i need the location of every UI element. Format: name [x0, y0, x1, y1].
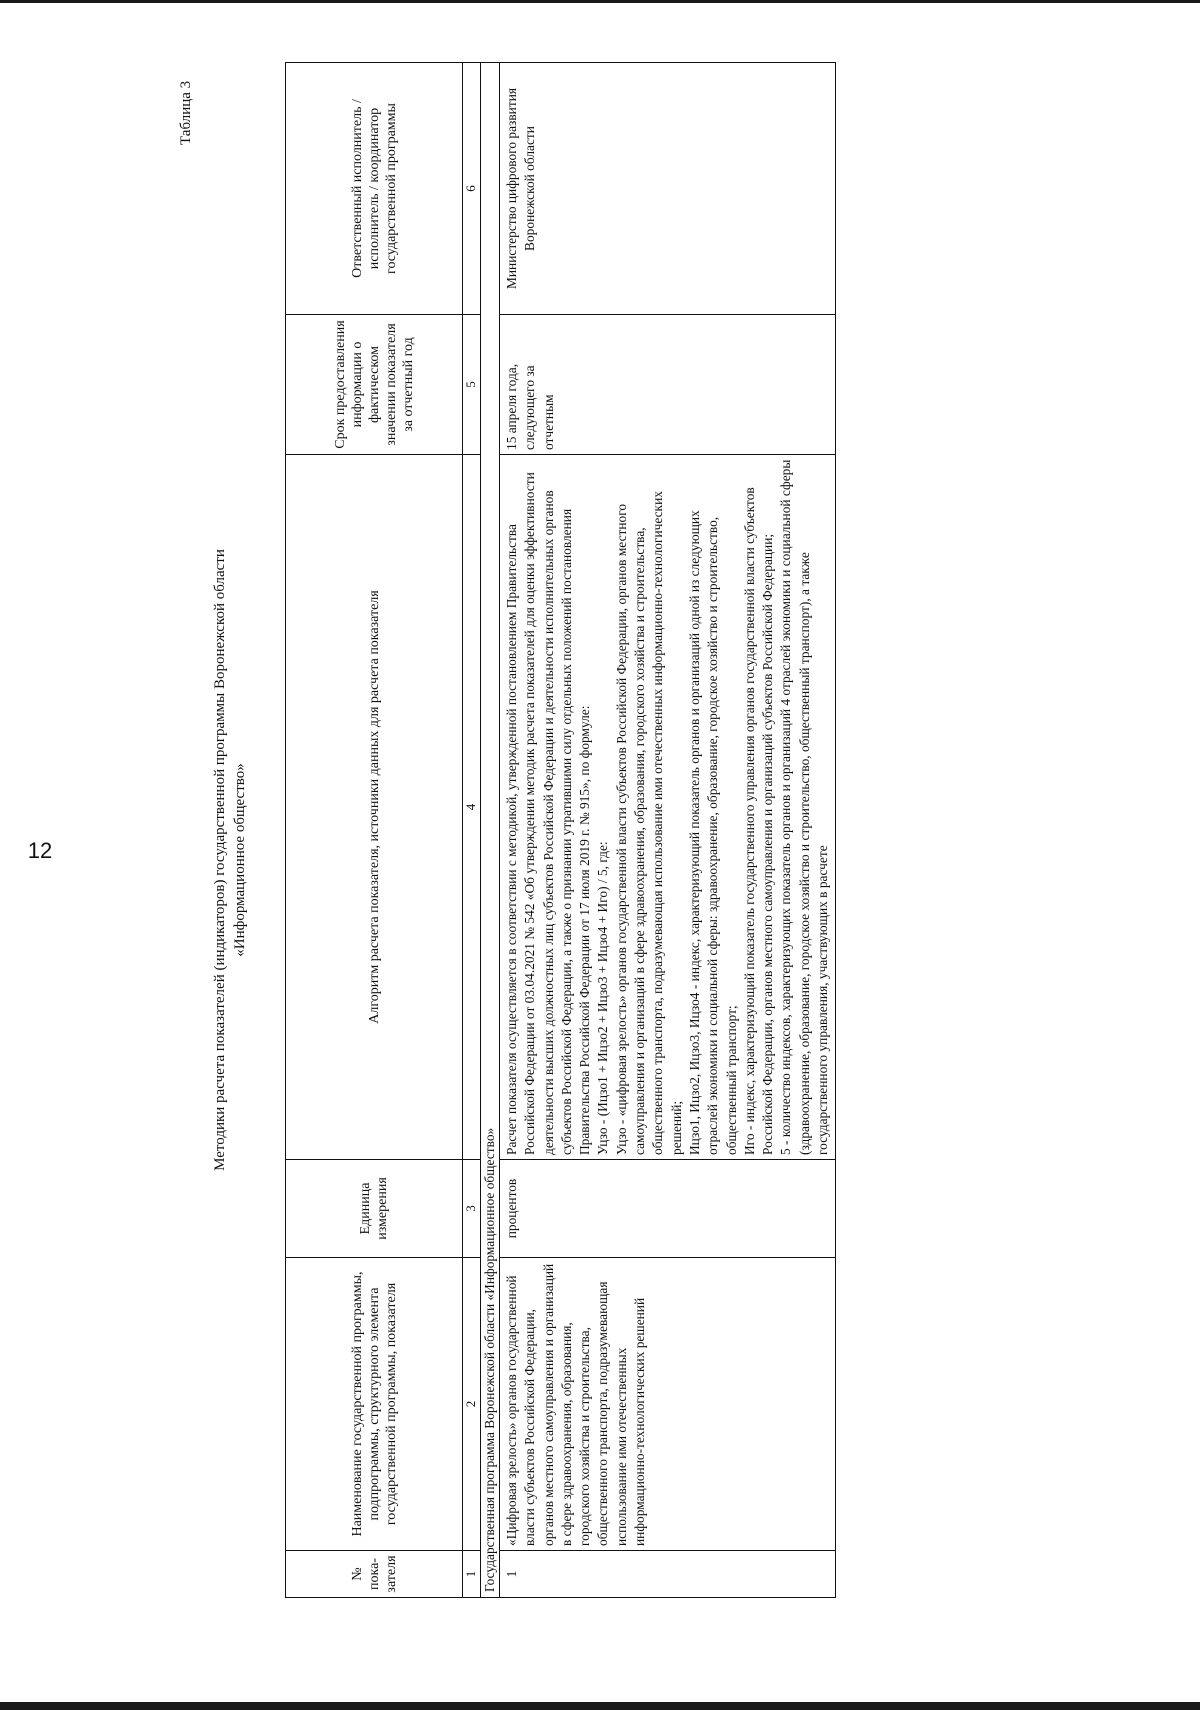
indicator-deadline: 15 апреля года, следующего за отчетным — [500, 315, 836, 455]
column-number-row — [463, 63, 481, 1598]
algorithm-formula: Уцзо - (Ицзо1 + Ицзо2 + Ицзо3 + Ицзо4 + Иго) / 5, где: — [595, 841, 611, 1155]
table-row — [500, 63, 836, 1598]
document-title: Методики расчета показателей (индикаторов) государственной программы Воронежской области — [212, 549, 228, 1171]
indicator-responsible: Министерство цифрового развития Воронежской области — [500, 63, 836, 315]
indicator-name: «Цифровая зрелость» органов государственной власти субъектов Российской Федерации, органов местного самоуправления и организаций в сфере здравоохранения, образования, городского хозяйства и строительства, общественного транспорта, подразумевающая использование ими отечественных информационно-технологических решений — [500, 1258, 836, 1551]
algorithm-paragraph: Ицзо1, Ицзо2, Ицзо3, Ицзо4 - индекс, характеризующий показатель органов и организаций одной из следующих отраслей экономики и социальной сферы: здравоохранение, образование, городское хозяйство и строительство, общественный транспорт; — [686, 510, 739, 1155]
methodology-table — [285, 62, 836, 1598]
algorithm-paragraph: 5 - количество индексов, характеризующих показатель органов и организаций 4 отраслей экономики и социальной сферы (здравоохранение, образование, городское хозяйство и строительство, общественный транспорт), а также государственного управления, участвующих в расчете — [778, 459, 831, 1155]
column-number: 5 — [463, 315, 481, 455]
page-number: 12 — [27, 838, 53, 863]
header-row — [286, 63, 463, 1598]
header-responsible: Ответственный исполнитель / исполнитель / координатор государственной программы — [286, 63, 463, 315]
column-number: 2 — [463, 1258, 481, 1551]
indicator-algorithm — [500, 455, 836, 1160]
algorithm-paragraph: Расчет показателя осуществляется в соответствии с методикой, утвержденной постановлением Правительства Российской Федерации от 03.04.2021 № 542 «Об утверждении методик расчета показателей для оценки эффективности деятельности высших должностных лиц субъектов Российской Федерации и деятельности исполнительных органов субъектов Российской Федерации, а также о признании утратившими силу отдельных положений постановления Правительства Российской Федерации от 17 июля 2019 г. № 915», по формуле: — [504, 472, 593, 1155]
document-subtitle: «Информационное общество» — [232, 763, 248, 957]
column-number: 4 — [463, 455, 481, 1160]
section-title: Государственная программа Воронежской области «Информационное общество» — [481, 63, 500, 1598]
algorithm-paragraph: Уцзо - «цифровая зрелость» органов государственной власти субъектов Российской Федерации, органов местного самоуправления и организаций в сфере здравоохранения, образования, городского хозяйства и строительства, общественного транспорта, подразумевающая использование ими отечественных информационно-технологических решений; — [613, 491, 684, 1155]
column-number: 6 — [463, 63, 481, 315]
section-row — [481, 63, 500, 1598]
indicator-unit: процентов — [500, 1160, 836, 1258]
column-number: 1 — [463, 1551, 481, 1598]
indicator-number: 1 — [500, 1551, 836, 1598]
table-label: Таблица 3 — [178, 80, 194, 145]
column-number: 3 — [463, 1160, 481, 1258]
header-deadline: Срок предоставления информации о фактическом значении показателя за отчетный год — [286, 315, 463, 455]
header-unit: Единица измерения — [286, 1160, 463, 1258]
header-algorithm: Алгоритм расчета показателя, источники данных для расчета показателя — [286, 455, 463, 1160]
header-name: Наименование государственной программы, подпрограммы, структурного элемента государственной программы, показателя — [286, 1258, 463, 1551]
header-indicator-number: № пока-зателя — [286, 1551, 463, 1598]
algorithm-paragraph: Иго - индекс, характеризующий показатель государственного управления органов государственной власти субъектов Российской Федерации, органов местного самоуправления и организаций субъектов Российской Федерации; — [741, 487, 776, 1155]
